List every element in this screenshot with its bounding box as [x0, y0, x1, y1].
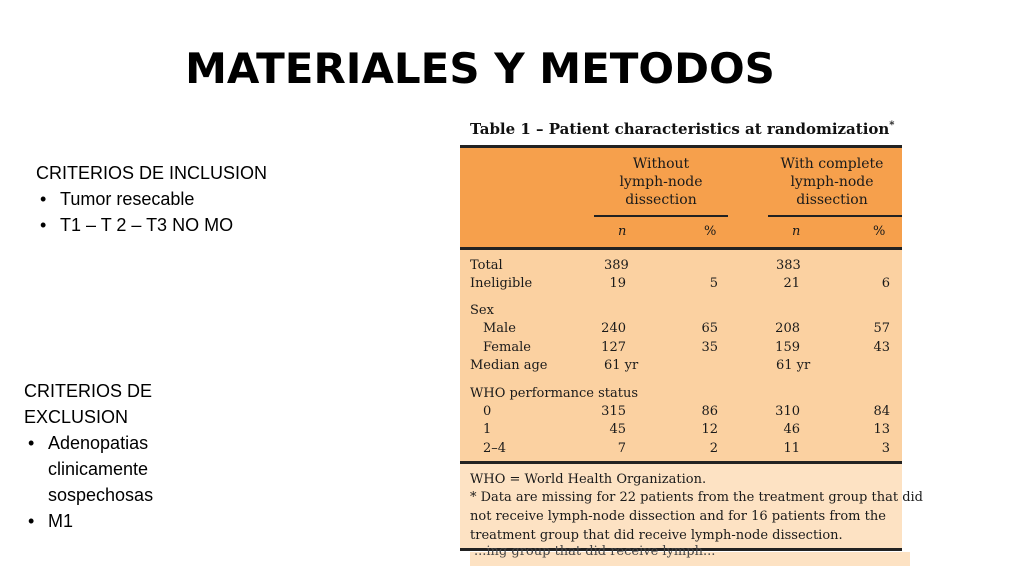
table-cell: 12 — [701, 422, 718, 437]
col-pct-1: % — [704, 224, 717, 239]
cut-off-text: ...ing group that did receive lymph... — [470, 552, 910, 566]
inclusion-criteria — [36, 160, 267, 238]
table-cell: 159 — [775, 340, 800, 355]
table-cell: Median age — [470, 358, 548, 373]
table-title: Table 1 – Patient characteristics at randomization* — [470, 120, 895, 138]
table-cell: 315 — [601, 404, 626, 419]
group1-header: Without lymph-node dissection — [619, 156, 703, 208]
exclusion-criteria — [24, 378, 224, 534]
table-mid-rule — [460, 247, 902, 250]
table-cell: 35 — [701, 340, 718, 355]
inclusion-heading: CRITERIOS DE INCLUSION — [36, 163, 268, 183]
slide-title: MATERIALES Y METODOS — [185, 44, 775, 93]
exclusion-heading: CRITERIOS DE EXCLUSION — [24, 381, 153, 427]
table-cell: 61 yr — [604, 358, 639, 373]
table-cell: 21 — [783, 276, 800, 291]
list-item: • Tumor resecable — [36, 186, 267, 212]
table-cell: 2 — [709, 441, 718, 456]
table-cell: Male — [483, 321, 516, 336]
list-item: • Adenopatias clinicamente sospechosas — [24, 430, 224, 508]
table-cell: 6 — [881, 276, 890, 291]
group2-header: With complete lymph-node dissection — [780, 156, 884, 208]
table-cell: 86 — [701, 404, 718, 419]
table-cell: 389 — [604, 258, 629, 273]
table-cell: 240 — [601, 321, 626, 336]
table-cell: Ineligible — [470, 276, 533, 291]
table-cell: 65 — [701, 321, 718, 336]
col-n-1: n — [618, 224, 627, 239]
table-cell: 5 — [709, 276, 718, 291]
table-cell: 310 — [775, 404, 800, 419]
table-cell: 1 — [483, 422, 492, 437]
bullet-icon: • — [28, 433, 35, 453]
table-cell: 0 — [483, 404, 492, 419]
col-pct-2: % — [873, 224, 886, 239]
table-cell: 11 — [783, 441, 800, 456]
footnote-2: * Data are missing for 22 patients from the treatment group that did — [470, 490, 924, 505]
table-cell: Total — [470, 258, 503, 273]
table-cell: 57 — [873, 321, 890, 336]
bullet-icon: • — [40, 189, 47, 209]
table-cell: 43 — [873, 340, 890, 355]
table-cell: Female — [483, 340, 531, 355]
table-cell: 127 — [601, 340, 626, 355]
table-cell: 3 — [881, 441, 890, 456]
table-cell: 61 yr — [776, 358, 811, 373]
table-cell: 7 — [617, 441, 626, 456]
table-cell: 84 — [873, 404, 890, 419]
bullet-icon: • — [40, 215, 47, 235]
table-cell: 46 — [783, 422, 800, 437]
footnote-4: treatment group that did receive lymph-node dissection. — [470, 528, 843, 543]
footnote-3: not receive lymph-node dissection and for 16 patients from the — [470, 509, 886, 524]
list-item: • M1 — [24, 508, 224, 534]
table-cell: 45 — [609, 422, 626, 437]
table-cell: 208 — [775, 321, 800, 336]
group1-underline — [594, 215, 728, 217]
group2-underline — [768, 215, 902, 217]
table-cell: Sex — [470, 303, 494, 318]
bullet-icon: • — [28, 511, 35, 531]
table-cell: 383 — [776, 258, 801, 273]
table-cell: WHO performance status — [470, 386, 639, 401]
table-cell: 2–4 — [483, 441, 507, 456]
list-item: • T1 – T 2 – T3 NO MO — [36, 212, 267, 238]
footnote-1: WHO = World Health Organization. — [470, 472, 707, 487]
col-n-2: n — [792, 224, 801, 239]
table-cell: 13 — [873, 422, 890, 437]
table-cell: 19 — [609, 276, 626, 291]
